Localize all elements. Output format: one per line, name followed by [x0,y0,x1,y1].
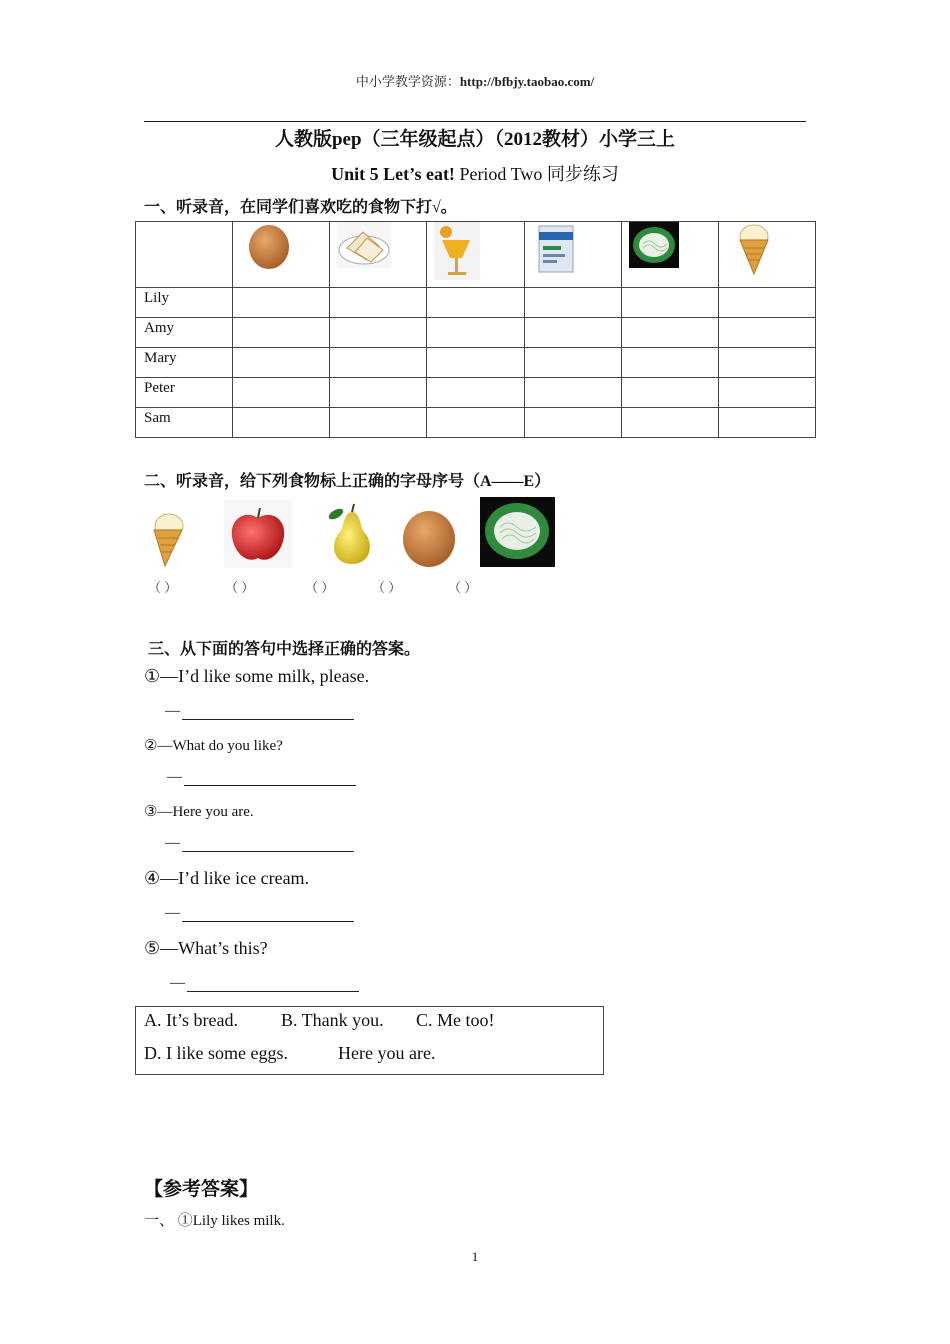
answer-dash: — [167,769,182,785]
answer-blank[interactable]: （ ） [148,580,178,595]
egg-icon [400,508,458,568]
document-title: 人教版pep（三年级起点）（2012教材）小学三上 [274,129,676,150]
check-cell[interactable] [330,408,427,438]
answer-dash: — [165,703,180,719]
check-cell[interactable] [524,318,621,348]
question-1: ①—I’d like some milk, please. [144,666,370,686]
option-e: Here you are. [338,1043,436,1063]
noodles-icon [629,222,679,268]
answer-blank[interactable]: （ ） [448,580,478,595]
food-preference-table [135,221,816,438]
student-name: Lily [136,288,233,318]
answer-line-4[interactable] [165,905,354,922]
student-name: Sam [136,408,233,438]
check-cell[interactable] [621,288,718,318]
check-cell[interactable] [718,288,815,318]
check-cell[interactable] [621,348,718,378]
check-cell[interactable] [330,288,427,318]
answer-dash: — [165,835,180,851]
check-cell[interactable] [718,378,815,408]
table-row [136,348,816,378]
table-row [136,288,816,318]
check-cell[interactable] [718,408,815,438]
answer-blank[interactable]: （ ） [225,580,255,595]
student-name: Peter [136,378,233,408]
table-corner-cell [136,222,233,288]
check-cell[interactable] [718,318,815,348]
check-cell[interactable] [330,378,427,408]
check-cell[interactable] [427,288,524,318]
check-cell[interactable] [718,348,815,378]
answer-line-5[interactable] [170,975,359,992]
student-name: Amy [136,318,233,348]
page-number: 1 [471,1249,479,1264]
question-4: ④—I’d like ice cream. [144,868,310,888]
answer-blank[interactable]: （ ） [372,580,402,595]
ice-cream-icon [147,510,189,568]
header-url[interactable]: http://bfbjy.taobao.com/ [459,74,595,89]
check-cell[interactable] [524,378,621,408]
answer-underline [182,706,354,720]
check-cell[interactable] [427,378,524,408]
answer-line-3[interactable] [165,835,354,852]
apple-icon [224,500,292,568]
answers-heading: 【参考答案】 [144,1179,259,1200]
table-row [136,318,816,348]
check-cell[interactable] [524,348,621,378]
table-row [136,378,816,408]
answer-blanks-row [0,577,950,597]
document-subtitle [0,160,950,186]
options-box [135,1006,604,1075]
table-food-cell [524,222,621,288]
check-cell[interactable] [233,288,330,318]
section3-heading: 三、从下面的答句中选择正确的答案。 [148,641,421,658]
table-food-cell [427,222,524,288]
answer-underline [187,978,359,992]
option-b: B. Thank you. [281,1010,384,1030]
check-cell[interactable] [524,408,621,438]
section2-heading: 二、听录音，给下列食物标上正确的字母序号（A——E） [144,473,551,490]
option-c: C. Me too! [416,1010,495,1030]
option-d: D. I like some eggs. [144,1043,288,1063]
bread-icon [337,222,393,270]
question-2: ②—What do you like? [144,738,283,754]
header-divider [144,121,806,122]
pear-icon [324,500,378,568]
check-cell[interactable] [621,378,718,408]
check-cell[interactable] [524,288,621,318]
check-cell[interactable] [427,408,524,438]
answer-blank[interactable]: （ ） [305,580,335,595]
check-cell[interactable] [233,318,330,348]
student-name: Mary [136,348,233,378]
milk-carton-icon [537,224,577,274]
check-cell[interactable] [621,318,718,348]
header-prefix: 中小学教学资源： [355,74,460,89]
check-cell[interactable] [427,348,524,378]
check-cell[interactable] [330,318,427,348]
answer-underline [182,908,354,922]
juice-icon [434,222,480,280]
option-a: A. It’s bread. [144,1010,238,1030]
answer-underline [184,772,356,786]
answer-line-1[interactable] [165,703,354,720]
check-cell[interactable] [233,348,330,378]
answer-dash: — [165,905,180,921]
check-cell[interactable] [233,378,330,408]
answer-underline [182,838,354,852]
table-food-cell [718,222,815,288]
noodles-icon [480,497,555,567]
table-food-cell [233,222,330,288]
table-row [136,408,816,438]
answers-line: 一、 ①Lily likes milk. [144,1213,285,1229]
check-cell[interactable] [330,348,427,378]
question-5: ⑤—What’s this? [144,938,268,958]
ice-cream-icon [734,222,774,276]
answer-dash: — [170,975,185,991]
answer-line-2[interactable] [167,769,356,786]
subtitle-unit: Unit 5 Let’s eat! [331,164,455,184]
page-header [0,71,950,90]
check-cell[interactable] [233,408,330,438]
section1-heading: 一、听录音，在同学们喜欢吃的食物下打√。 [144,199,457,216]
egg-icon [240,223,300,283]
check-cell[interactable] [621,408,718,438]
check-cell[interactable] [427,318,524,348]
question-3: ③—Here you are. [144,804,254,820]
table-food-cell [330,222,427,288]
subtitle-period: Period Two 同步练习 [454,164,619,184]
table-food-cell [621,222,718,288]
table-header-row [136,222,816,288]
